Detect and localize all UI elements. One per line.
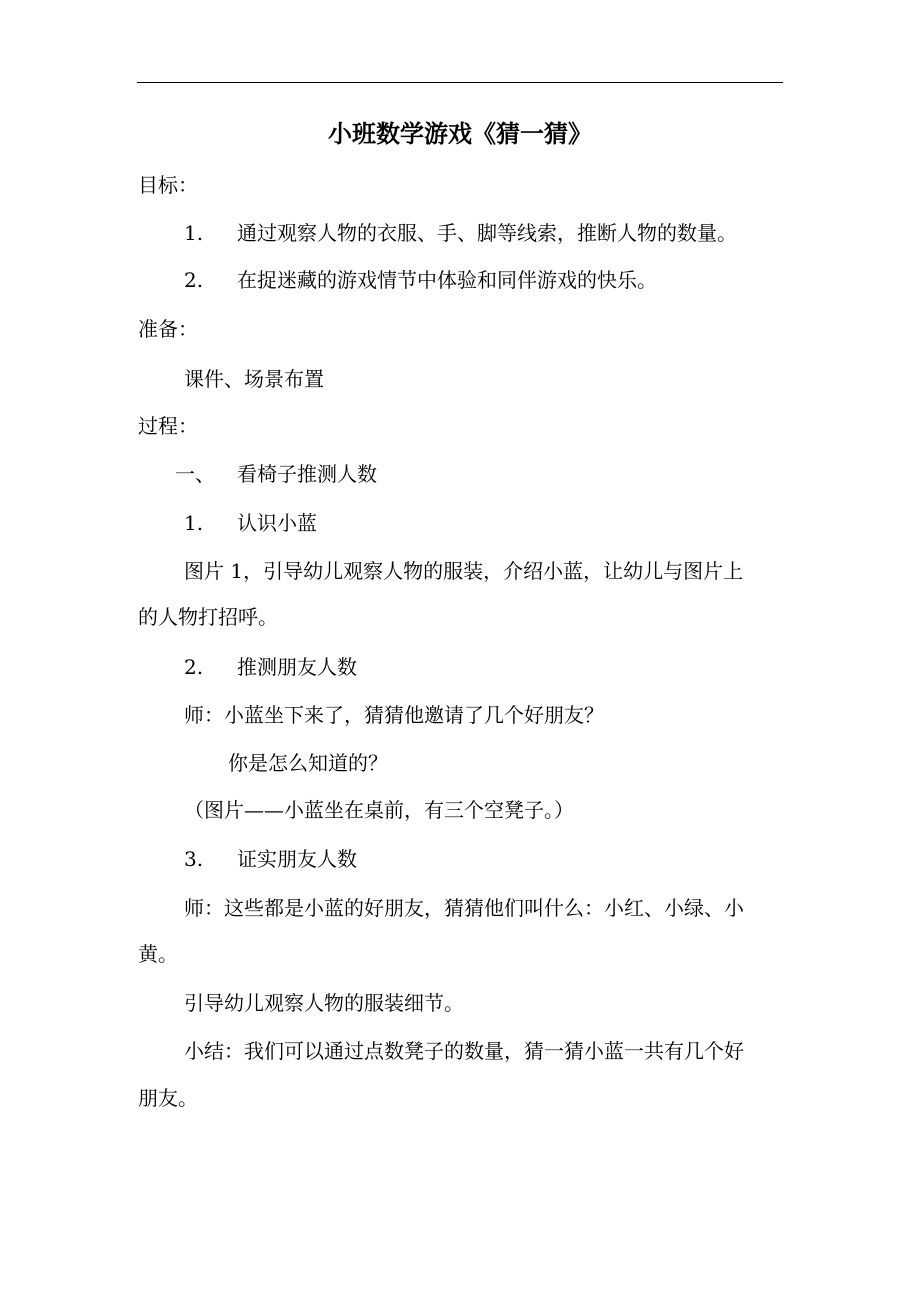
step-1-number: 1. [184, 511, 204, 535]
header-rule [137, 82, 783, 83]
part-1-number: 一、 [175, 462, 215, 486]
goal-heading: 目标： [138, 173, 198, 197]
process-heading: 过程： [138, 414, 198, 438]
step-2-question-2: 你是怎么知道的？ [228, 751, 388, 775]
step-2-text: 推测朋友人数 [237, 655, 357, 679]
goal-2-number: 2. [184, 268, 204, 292]
step-1-text: 认识小蓝 [237, 511, 317, 535]
goal-1-text: 通过观察人物的衣服、手、脚等线索，推断人物的数量。 [237, 221, 737, 245]
prep-text: 课件、场景布置 [184, 367, 324, 391]
prep-heading: 准备： [138, 317, 198, 341]
step-3-paragraph-line-1: 师：这些都是小蓝的好朋友，猜猜他们叫什么：小红、小绿、小 [184, 896, 744, 920]
step-3-guide: 引导幼儿观察人物的服装细节。 [184, 991, 464, 1015]
summary-line-2: 朋友。 [138, 1086, 198, 1110]
document-title: 小班数学游戏《猜一猜》 [328, 119, 592, 148]
step-1-paragraph-line-1: 图片 1，引导幼儿观察人物的服装，介绍小蓝，让幼儿与图片上 [184, 559, 744, 583]
step-3-number: 3. [184, 847, 204, 871]
goal-2-text: 在捉迷藏的游戏情节中体验和同伴游戏的快乐。 [237, 268, 657, 292]
step-1-paragraph-line-2: 的人物打招呼。 [138, 605, 278, 629]
step-2-note: （图片——小蓝坐在桌前，有三个空凳子。） [184, 798, 574, 822]
step-3-text: 证实朋友人数 [237, 847, 357, 871]
summary-line-1: 小结：我们可以通过点数凳子的数量，猜一猜小蓝一共有几个好 [184, 1039, 744, 1063]
step-2-question-1: 师：小蓝坐下来了，猜猜他邀请了几个好朋友？ [184, 703, 604, 727]
step-2-number: 2. [184, 655, 204, 679]
step-3-paragraph-line-2: 黄。 [138, 942, 178, 966]
part-1-text: 看椅子推测人数 [237, 462, 377, 486]
goal-1-number: 1. [184, 221, 204, 245]
